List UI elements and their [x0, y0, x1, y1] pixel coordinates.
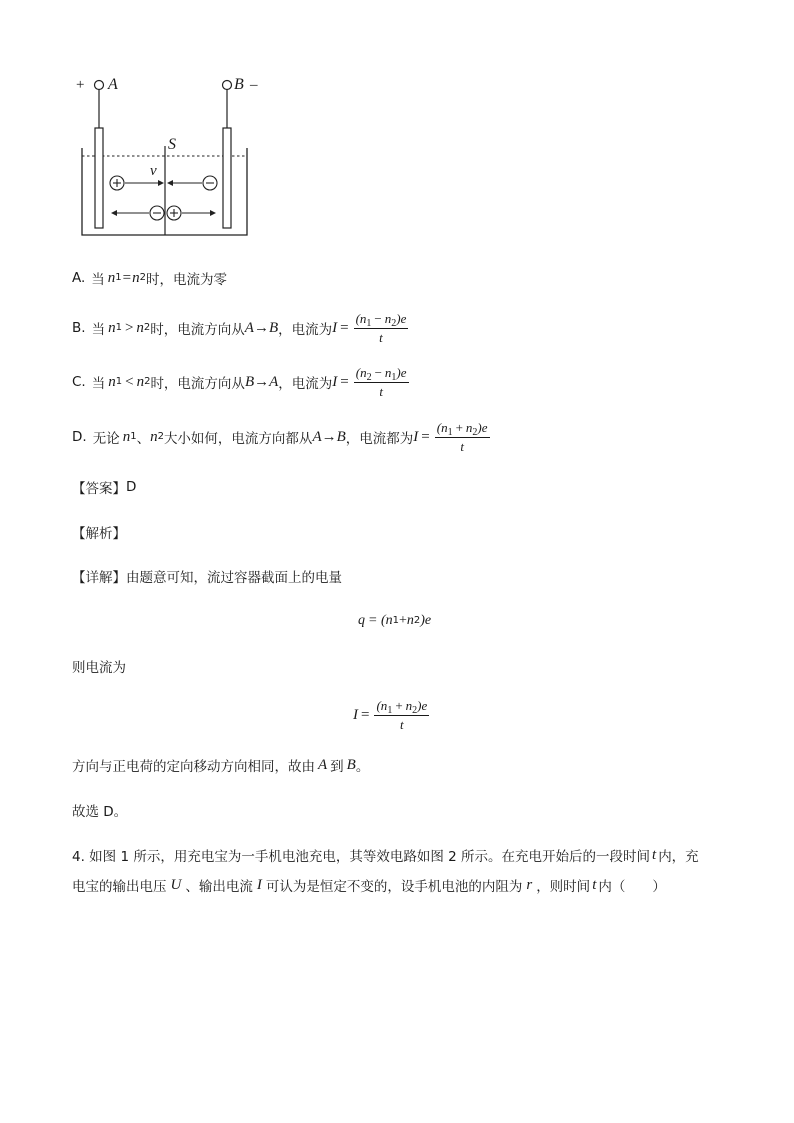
math-n: n — [384, 310, 392, 326]
option-c-text-1: 当 — [91, 376, 106, 392]
subscript-2: 2 — [391, 317, 397, 329]
numerator-open: (n — [436, 419, 448, 435]
detail-text: 由题意可知，流过容器截面上的电量 — [126, 570, 342, 586]
analysis-label: 【解析】 — [72, 526, 126, 542]
terminal-a-label: A — [108, 76, 118, 93]
detail-label: 【详解】 — [72, 570, 126, 586]
answer-line — [72, 477, 136, 497]
option-b-text-3: ，电流为 — [278, 322, 333, 338]
time-symbol: t — [652, 846, 657, 863]
option-d: D. 无论 n 1 、 n 2 大小如何，电流方向都从 A→B ，电流都为 I = $\frac{(n_1 + n_2)e}{t}$ — [72, 419, 488, 454]
minus-sign: − — [374, 310, 382, 326]
direction-a-to-b: A→B — [244, 319, 279, 336]
charge-equation: q = (n 1 + n 2 )e — [358, 613, 432, 628]
fraction-b — [354, 311, 409, 346]
q4-text-4: 、输出电流 — [185, 879, 253, 895]
direction-a-to-b: A→B — [312, 428, 346, 445]
choice-line — [72, 800, 127, 820]
math-n: n — [122, 428, 131, 445]
math-n: n — [132, 269, 140, 286]
option-a-label: A. — [72, 270, 86, 286]
math-n: n — [465, 419, 473, 435]
fraction-d — [435, 420, 490, 455]
less-than-sign: < — [125, 373, 134, 390]
resistance-symbol: r — [526, 876, 533, 893]
fraction-c — [354, 365, 409, 400]
terminal-b-label: B — [234, 76, 244, 93]
direction-text-2: 到 — [330, 759, 344, 775]
option-b-label: B. — [72, 320, 86, 336]
math-n: n — [108, 319, 116, 336]
math-n: n — [384, 364, 392, 380]
numerator-open: (n — [355, 364, 367, 380]
q4-text-3: 电宝的输出电压 — [72, 879, 167, 895]
option-c: C. 当 n 1 < n 2 时，电流方向从 B→A ，电流为 I = $\frac{(n_2 - n_1)e}{t}$ — [72, 364, 407, 399]
direction-text-3: 。 — [355, 759, 370, 775]
answer-value: D — [126, 479, 137, 495]
charge-rhs-close: )e — [420, 613, 432, 628]
denominator-t: t — [460, 438, 464, 454]
math-n: n — [136, 373, 145, 390]
denominator-t: t — [400, 716, 404, 732]
current-intro-text: 则电流为 — [72, 660, 126, 676]
plus-terminal-label: + — [76, 77, 85, 93]
math-n: n — [136, 319, 144, 336]
equals-sign: = — [421, 428, 430, 445]
option-c-label: C. — [72, 374, 86, 390]
equals-sign: = — [122, 269, 132, 286]
charge-symbol: q — [358, 613, 365, 628]
option-b-text-1: 当 — [91, 322, 106, 338]
question-4-line-1 — [72, 845, 699, 865]
option-d-text-3: ，电流都为 — [345, 431, 414, 447]
minus-terminal-label: – — [250, 77, 258, 93]
equals-sign: = — [340, 319, 349, 336]
math-n: n — [107, 269, 116, 286]
subscript-2: 2 — [412, 704, 418, 716]
math-n: n — [150, 428, 158, 445]
numerator-close: )e — [477, 419, 488, 435]
numerator-close: )e — [396, 364, 407, 380]
option-c-text-3: ，电流为 — [278, 376, 333, 392]
plus-sign: + — [455, 419, 463, 435]
detail-line — [72, 566, 342, 586]
plus-sign: + — [395, 697, 403, 713]
math-n: n — [406, 613, 414, 628]
point-a: A — [318, 756, 328, 773]
subscript-1: 1 — [391, 371, 397, 383]
figure-container — [70, 70, 270, 245]
option-a-text-1: 当 — [91, 272, 105, 288]
subscript-1: 1 — [366, 317, 372, 329]
velocity-v-label: v — [150, 163, 157, 179]
option-c-text-2: 时，电流方向从 — [150, 376, 245, 392]
q4-text-6: ，则时间 — [536, 879, 591, 895]
q4-text-1: 4. 如图 1 所示，用充电宝为一手机电池充电，其等效电路如图 2 所示。在充电开始后的一段时间 — [72, 849, 651, 865]
denominator-t: t — [379, 383, 383, 399]
equals-sign: = — [340, 373, 349, 390]
section-s-label: S — [168, 136, 176, 153]
option-d-separator: 、 — [136, 431, 151, 447]
option-d-label: D. — [72, 429, 87, 445]
numerator-close: )e — [396, 310, 407, 326]
current-intro — [72, 656, 126, 676]
subscript-2: 2 — [472, 426, 478, 438]
math-n: n — [405, 697, 413, 713]
answer-label: 【答案】 — [72, 481, 126, 497]
option-b-text-2: 时，电流方向从 — [150, 322, 245, 338]
q4-text-2: 内，充 — [658, 849, 699, 865]
charge-rhs-open: = (n — [368, 613, 393, 628]
numerator-close: )e — [417, 697, 428, 713]
current-symbol: I — [256, 876, 262, 893]
analysis-heading — [72, 522, 126, 542]
current-symbol: I — [353, 706, 358, 723]
current-symbol: I — [413, 428, 419, 445]
direction-b-to-a: B→A — [244, 373, 279, 390]
choice-text: 故选 D。 — [72, 804, 128, 820]
question-4-line-2 — [72, 875, 666, 895]
voltage-symbol: U — [170, 876, 182, 893]
option-d-text-2: 大小如何，电流方向都从 — [163, 431, 313, 447]
option-b: B. 当 n 1 > n 2 时，电流方向从 A→B ，电流为 I = $\frac{(n_1 - n_2)e}{t}$ — [72, 310, 407, 345]
current-equation — [353, 695, 431, 735]
subscript-1: 1 — [387, 704, 393, 716]
option-a: A. 当 n 1 = n 2 时，电流为零 — [72, 269, 228, 288]
subscript-2: 2 — [366, 371, 372, 383]
option-a-text-2: 时，电流为零 — [146, 272, 228, 288]
equals-sign: = — [361, 706, 370, 723]
option-d-text-1: 无论 — [92, 431, 120, 447]
q4-text-7: 内（ ） — [598, 879, 666, 895]
numerator-open: (n — [355, 310, 367, 326]
minus-sign: − — [374, 364, 382, 380]
numerator-open: (n — [376, 697, 388, 713]
subscript-1: 1 — [447, 426, 453, 438]
plus-sign: + — [398, 613, 407, 628]
direction-text-1: 方向与正电荷的定向移动方向相同，故由 — [72, 759, 315, 775]
direction-line — [72, 755, 369, 775]
current-symbol: I — [332, 373, 338, 390]
point-b: B — [346, 756, 356, 773]
electrolysis-diagram — [70, 70, 270, 245]
math-n: n — [108, 373, 116, 390]
current-symbol: I — [332, 319, 338, 336]
greater-than-sign: > — [124, 319, 134, 336]
denominator-t: t — [379, 329, 383, 345]
fraction-current — [374, 698, 429, 733]
q4-text-5: 可认为是恒定不变的，设手机电池的内阻为 — [265, 879, 523, 895]
time-symbol: t — [592, 876, 597, 893]
